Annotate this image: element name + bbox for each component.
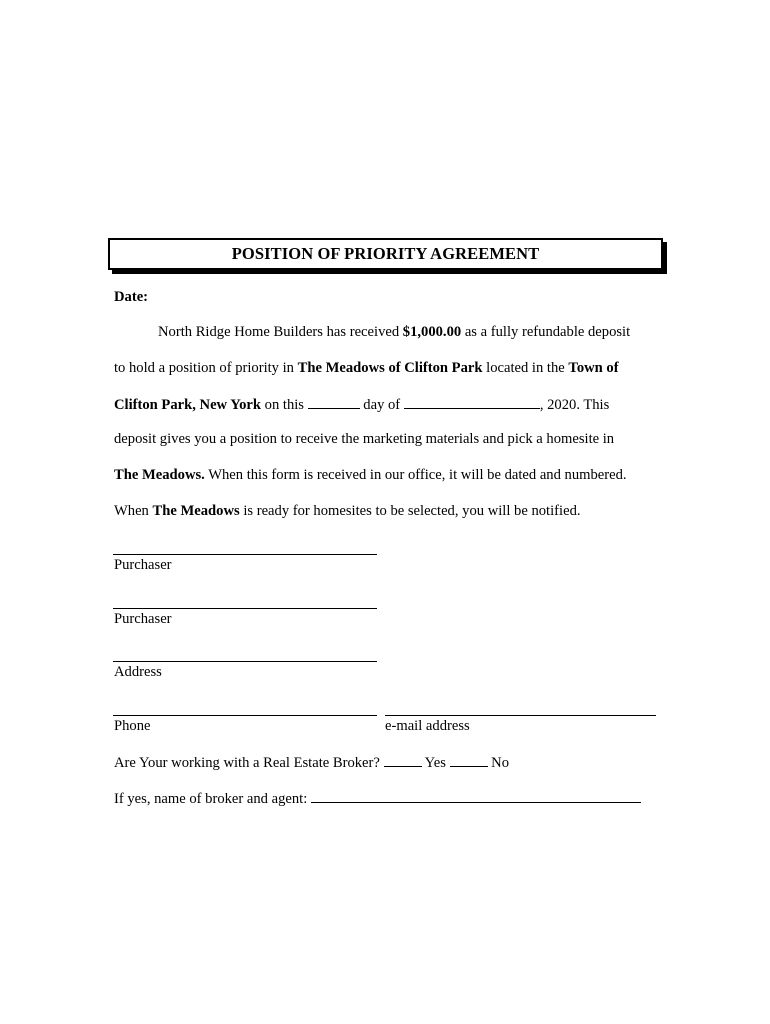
broker-name-row: If yes, name of broker and agent: <box>114 790 641 808</box>
date-label: Date: <box>114 289 149 305</box>
paragraph-line-4: deposit gives you a position to receive the marketing materials and pick a homesite in <box>114 431 615 447</box>
paragraph-line-2: to hold a position of priority in The Meadows of Clifton Park located in the Town of <box>114 360 619 376</box>
address-line[interactable] <box>113 661 377 662</box>
purchaser2-label: Purchaser <box>114 611 172 627</box>
broker-question: Are Your working with a Real Estate Broker? Yes No <box>114 755 510 771</box>
phone-line[interactable] <box>113 715 377 716</box>
paragraph-line-5: The Meadows. When this form is received in our office, it will be dated and numbered. <box>114 467 627 483</box>
address-label: Address <box>114 664 162 680</box>
document-title: POSITION OF PRIORITY AGREEMENT <box>108 238 663 270</box>
phone-label: Phone <box>114 718 151 734</box>
paragraph-line-1: North Ridge Home Builders has received $1,000.00 as a fully refundable deposit <box>158 324 631 340</box>
purchaser1-label: Purchaser <box>114 557 172 573</box>
purchaser2-signature-line[interactable] <box>113 608 377 609</box>
day-blank[interactable] <box>308 396 360 409</box>
purchaser1-signature-line[interactable] <box>113 554 377 555</box>
email-label: e-mail address <box>385 718 470 734</box>
broker-yes-blank[interactable] <box>384 754 422 767</box>
month-blank[interactable] <box>404 396 540 409</box>
email-line[interactable] <box>385 715 656 716</box>
broker-no-blank[interactable] <box>450 754 488 767</box>
paragraph-line-6: When The Meadows is ready for homesites to be selected, you will be notified. <box>114 503 581 519</box>
broker-name-blank[interactable] <box>311 790 641 803</box>
paragraph-line-3: Clifton Park, New York on this day of , 2020. This <box>114 397 610 413</box>
